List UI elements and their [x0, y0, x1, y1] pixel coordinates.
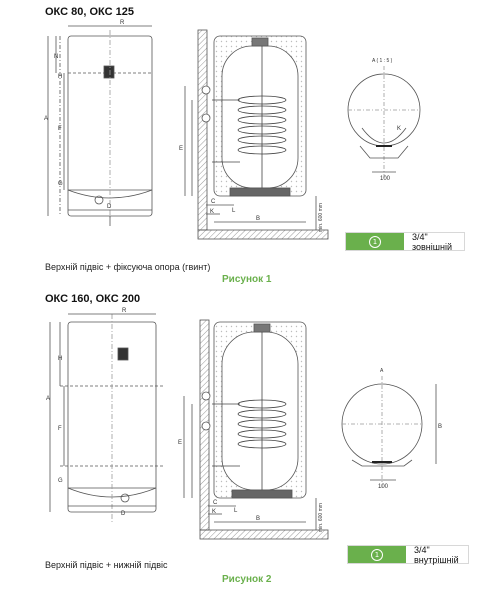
- control-knob-2: [118, 348, 128, 360]
- wall-1: [198, 30, 207, 230]
- dim-b-top-2: B: [438, 424, 443, 430]
- dim-f-2: F: [58, 426, 62, 432]
- model-title-1: ОКС 80, ОКС 125: [45, 6, 134, 18]
- legend-marker-2: [348, 546, 406, 563]
- caption-1: Верхній підвіс + фіксуюча опора (гвинт): [45, 262, 211, 272]
- figure-label-2: Рисунок 2: [222, 574, 272, 585]
- front-view-2: [50, 314, 164, 522]
- dim-e-1: E: [179, 146, 184, 152]
- legend-marker-1: [346, 233, 404, 250]
- view-label-1: A ( 1 : 5 ): [372, 58, 393, 64]
- floor-1: [198, 230, 328, 239]
- view-label-2: A: [380, 368, 384, 374]
- tank-inner-1: [222, 46, 298, 188]
- dim-g-1: G: [58, 181, 63, 187]
- dim-e-2: E: [178, 440, 183, 446]
- dim-l-2: L: [234, 508, 238, 514]
- top-view-2: [342, 376, 436, 488]
- top-view-1: [348, 66, 420, 178]
- dim-l-1: L: [232, 208, 236, 214]
- dim-k-2: K: [212, 509, 217, 515]
- floor-2: [200, 530, 328, 539]
- front-view-1: [48, 26, 152, 226]
- dim-a-2: A: [46, 396, 51, 402]
- dim-a-1: A: [44, 116, 49, 122]
- min-clearance-1: min. 600 mm: [318, 203, 324, 232]
- dim-f-1: F: [58, 126, 62, 132]
- circled-number-icon: 1: [369, 236, 381, 248]
- connection-legend-2: [347, 545, 469, 564]
- dim-g-2: G: [58, 478, 63, 484]
- dim-d-1: D: [107, 204, 112, 210]
- caption-2: Верхній підвіс + нижній підвіс: [45, 560, 168, 570]
- dim-n-1: N: [54, 54, 59, 60]
- legend-text-1: 3/4" зовнішній: [404, 233, 464, 250]
- connection-legend-1: [345, 232, 465, 251]
- dim-100-1: 100: [380, 176, 391, 182]
- dim-100-2: 100: [378, 484, 389, 490]
- dim-k-1: K: [210, 209, 215, 215]
- min-clearance-2: min. 600 mm: [318, 503, 324, 532]
- control-knob-1: [104, 66, 114, 78]
- figure-label-1: Рисунок 1: [222, 274, 272, 285]
- side-view-1: [185, 30, 328, 239]
- dim-h-1: H: [58, 74, 63, 80]
- circled-number-icon: 1: [371, 549, 383, 561]
- dim-b-1: B: [256, 216, 261, 222]
- dim-h-2: H: [58, 356, 63, 362]
- dim-c-1: C: [211, 199, 216, 205]
- legend-text-2: 3/4" внутрішній: [406, 546, 468, 563]
- dim-k-top-1: K: [397, 126, 402, 132]
- dim-r-2: R: [122, 308, 127, 314]
- dim-d-2: D: [121, 511, 126, 517]
- side-view-2: [184, 320, 328, 539]
- dim-r-1: R: [120, 20, 125, 26]
- dim-b-2: B: [256, 516, 261, 522]
- model-title-2: ОКС 160, ОКС 200: [45, 293, 141, 305]
- dim-c-2: C: [213, 500, 218, 506]
